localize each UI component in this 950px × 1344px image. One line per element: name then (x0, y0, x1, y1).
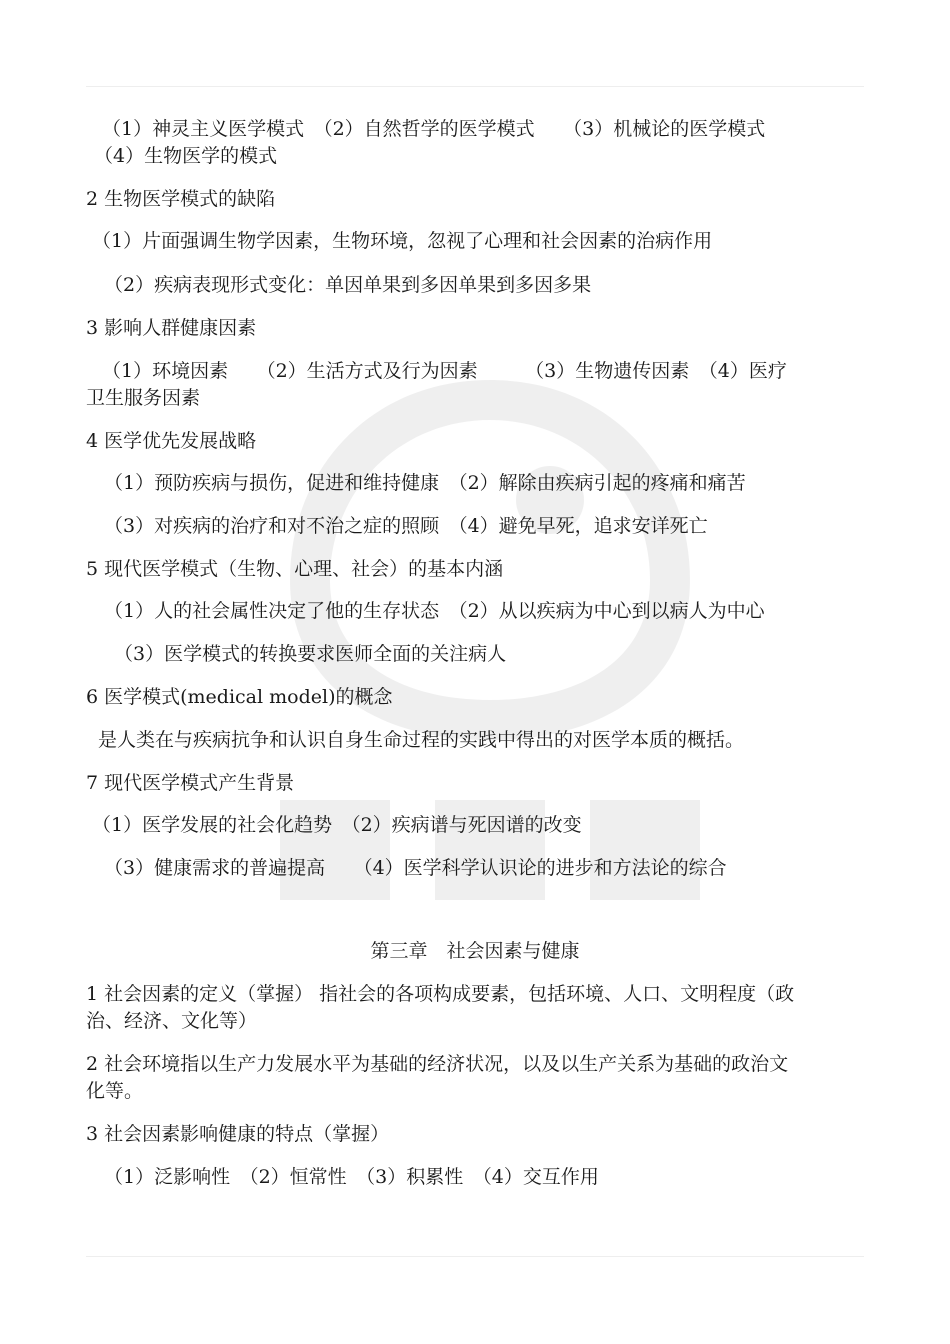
text-line: （1）片面强调生物学因素，生物环境，忽视了心理和社会因素的治病作用 (92, 230, 713, 252)
text-line: （1）医学发展的社会化趋势 （2）疾病谱与死因谱的改变 (92, 814, 582, 836)
text-line: （1）人的社会属性决定了他的生存状态 （2）从以疾病为中心到以病人为中心 (104, 600, 765, 622)
header-rule (86, 86, 864, 87)
text-line: 2 社会环境指以生产力发展水平为基础的经济状况，以及以生产关系为基础的政治文 化等。 (86, 1053, 789, 1102)
text-line: （3）医学模式的转换要求医师全面的关注病人 (114, 643, 507, 665)
text-line: （3）健康需求的普遍提高 （4）医学科学认识论的进步和方法论的综合 (104, 857, 727, 879)
text-line: （1）环境因素 （2）生活方式及行为因素 （3）生物遗传因素 （4）医疗 卫生服务因素 (86, 360, 787, 409)
text-line: （2）疾病表现形式变化：单因单果到多因单果到多因多果 (104, 274, 592, 296)
text-line: 是人类在与疾病抗争和认识自身生命过程的实践中得出的对医学本质的概括。 (98, 729, 745, 751)
section-heading: 7 现代医学模式产生背景 (86, 772, 295, 794)
section-heading: 3 社会因素影响健康的特点（掌握） (86, 1123, 390, 1145)
chapter-title: 第三章 社会因素与健康 (370, 940, 580, 962)
section-heading: 5 现代医学模式（生物、心理、社会）的基本内涵 (86, 558, 504, 580)
text-line: （1）预防疾病与损伤，促进和维持健康 （2）解除由疾病引起的疼痛和痛苦 (104, 472, 746, 494)
text-line: 1 社会因素的定义（掌握） 指社会的各项构成要素，包括环境、人口、文明程度（政 治、经济、文化等） (86, 983, 795, 1032)
section-heading: 6 医学模式(medical model)的概念 (86, 686, 393, 708)
section-heading: 3 影响人群健康因素 (86, 317, 257, 339)
text-line: （1）神灵主义医学模式 （2）自然哲学的医学模式 （3）机械论的医学模式 （4）生物医学的模式 (94, 118, 766, 167)
footer-rule (86, 1256, 864, 1257)
text-line: （3）对疾病的治疗和对不治之症的照顾 （4）避免早死，追求安详死亡 (104, 515, 708, 537)
text-line: （1）泛影响性 （2）恒常性 （3）积累性 （4）交互作用 (104, 1166, 599, 1188)
section-heading: 4 医学优先发展战略 (86, 430, 257, 452)
section-heading: 2 生物医学模式的缺陷 (86, 188, 276, 210)
